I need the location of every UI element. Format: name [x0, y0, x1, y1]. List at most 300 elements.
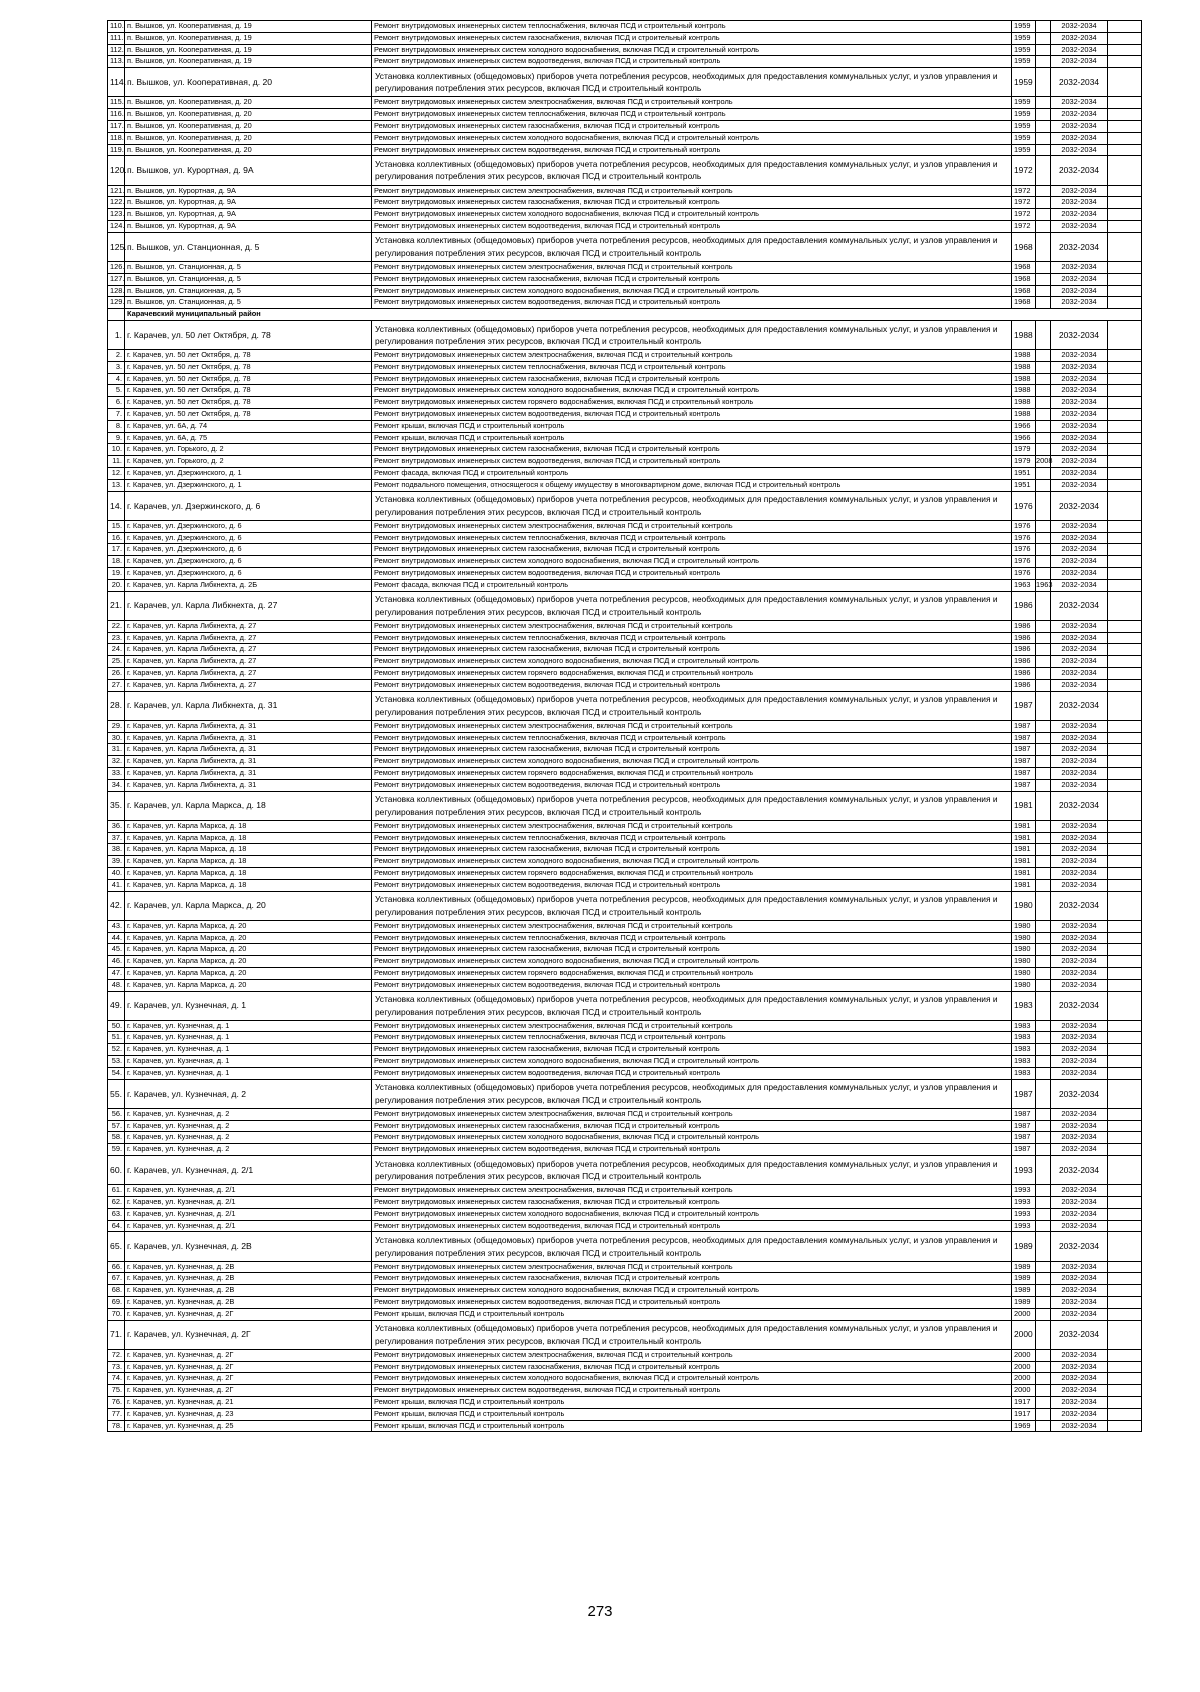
work-description-cell: Ремонт внутридомовых инженерных систем теплоснабжения, включая ПСД и строительный контроль [372, 932, 1012, 944]
planned-period-cell: 2032-2034 [1051, 1285, 1108, 1297]
overhaul-year-cell [1036, 1308, 1051, 1320]
planned-period-cell: 2032-2034 [1051, 56, 1108, 68]
address-cell: г. Карачев, ул. 50 лет Октября, д. 78 [125, 320, 372, 349]
work-description-cell: Ремонт внутридомовых инженерных систем электроснабжения, включая ПСД и строительный контроль [372, 350, 1012, 362]
table-row [108, 1408, 1142, 1420]
row-number: 38. [108, 844, 125, 856]
row-number: 59. [108, 1144, 125, 1156]
row-number: 123. [108, 209, 125, 221]
overhaul-year-cell [1036, 932, 1051, 944]
row-number: 60. [108, 1156, 125, 1185]
commission-year-cell: 1966 [1012, 432, 1036, 444]
work-description-cell: Установка коллективных (общедомовых) приборов учета потребления ресурсов, необходимых для предоставления коммунальных услуг, и узлов управления и регулирования потребления этих ресурсов, включая ПСД и строительный контроль [372, 68, 1012, 97]
table-row [108, 668, 1142, 680]
table-row [108, 979, 1142, 991]
work-description-cell: Ремонт внутридомовых инженерных систем газоснабжения, включая ПСД и строительный контроль [372, 544, 1012, 556]
table-row [108, 1220, 1142, 1232]
planned-period-cell: 2032-2034 [1051, 1197, 1108, 1209]
empty-cell [1108, 732, 1142, 744]
row-number: 50. [108, 1020, 125, 1032]
work-description-cell: Ремонт внутридомовых инженерных систем водоотведения, включая ПСД и строительный контроль [372, 297, 1012, 309]
overhaul-year-cell [1036, 373, 1051, 385]
address-cell: г. Карачев, ул. Карла Либкнехта, д. 31 [125, 756, 372, 768]
table-row [108, 644, 1142, 656]
overhaul-year-cell [1036, 261, 1051, 273]
row-number: 2. [108, 350, 125, 362]
empty-cell [1108, 920, 1142, 932]
overhaul-year-cell [1036, 144, 1051, 156]
empty-cell [1108, 1067, 1142, 1079]
planned-period-cell: 2032-2034 [1051, 556, 1108, 568]
planned-period-cell: 2032-2034 [1051, 1408, 1108, 1420]
overhaul-year-cell [1036, 32, 1051, 44]
row-number: 53. [108, 1056, 125, 1068]
work-description-cell: Установка коллективных (общедомовых) приборов учета потребления ресурсов, необходимых для предоставления коммунальных услуг, и узлов управления и регулирования потребления этих ресурсов, включая ПСД и строительный контроль [372, 232, 1012, 261]
empty-cell [1108, 668, 1142, 680]
work-description-cell: Установка коллективных (общедомовых) приборов учета потребления ресурсов, необходимых для предоставления коммунальных услуг, и узлов управления и регулирования потребления этих ресурсов, включая ПСД и строительный контроль [372, 1079, 1012, 1108]
planned-period-cell: 2032-2034 [1051, 956, 1108, 968]
planned-period-cell: 2032-2034 [1051, 373, 1108, 385]
empty-cell [1108, 320, 1142, 349]
commission-year-cell: 1988 [1012, 373, 1036, 385]
planned-period-cell: 2032-2034 [1051, 1385, 1108, 1397]
table-row [108, 820, 1142, 832]
planned-period-cell: 2032-2034 [1051, 732, 1108, 744]
table-row [108, 779, 1142, 791]
commission-year-cell: 1981 [1012, 856, 1036, 868]
empty-cell [1108, 1273, 1142, 1285]
empty-cell [1108, 432, 1142, 444]
planned-period-cell: 2032-2034 [1051, 879, 1108, 891]
address-cell: г. Карачев, ул. Кузнечная, д. 2/1 [125, 1197, 372, 1209]
row-number: 55. [108, 1079, 125, 1108]
overhaul-year-cell [1036, 668, 1051, 680]
overhaul-year-cell [1036, 1361, 1051, 1373]
row-number: 39. [108, 856, 125, 868]
overhaul-year-cell [1036, 767, 1051, 779]
row-number: 7. [108, 409, 125, 421]
commission-year-cell: 1986 [1012, 679, 1036, 691]
row-number: 20. [108, 579, 125, 591]
commission-year-cell: 1959 [1012, 132, 1036, 144]
overhaul-year-cell [1036, 544, 1051, 556]
planned-period-cell: 2032-2034 [1051, 644, 1108, 656]
work-description-cell: Ремонт внутридомовых инженерных систем газоснабжения, включая ПСД и строительный контроль [372, 1197, 1012, 1209]
work-description-cell: Установка коллективных (общедомовых) приборов учета потребления ресурсов, необходимых для предоставления коммунальных услуг, и узлов управления и регулирования потребления этих ресурсов, включая ПСД и строительный контроль [372, 891, 1012, 920]
table-row [108, 144, 1142, 156]
table-row [108, 744, 1142, 756]
planned-period-cell: 2032-2034 [1051, 468, 1108, 480]
commission-year-cell: 1959 [1012, 120, 1036, 132]
overhaul-year-cell [1036, 1297, 1051, 1309]
commission-year-cell: 1986 [1012, 668, 1036, 680]
row-number: 62. [108, 1197, 125, 1209]
address-cell: г. Карачев, ул. Дзержинского, д. 1 [125, 468, 372, 480]
row-number: 25. [108, 656, 125, 668]
address-cell: г. Карачев, ул. Карла Маркса, д. 18 [125, 844, 372, 856]
work-description-cell: Ремонт внутридомовых инженерных систем холодного водоснабжения, включая ПСД и строительный контроль [372, 656, 1012, 668]
work-description-cell: Ремонт внутридомовых инженерных систем водоотведения, включая ПСД и строительный контроль [372, 779, 1012, 791]
address-cell: г. Карачев, ул. Кузнечная, д. 21 [125, 1396, 372, 1408]
overhaul-year-cell [1036, 285, 1051, 297]
work-description-cell: Ремонт внутридомовых инженерных систем холодного водоснабжения, включая ПСД и строительный контроль [372, 1132, 1012, 1144]
row-number: 127. [108, 273, 125, 285]
work-description-cell: Ремонт внутридомовых инженерных систем водоотведения, включая ПСД и строительный контроль [372, 1144, 1012, 1156]
planned-period-cell: 2032-2034 [1051, 1220, 1108, 1232]
address-cell: г. Карачев, ул. Кузнечная, д. 2Г [125, 1349, 372, 1361]
overhaul-year-cell [1036, 409, 1051, 421]
commission-year-cell: 1969 [1012, 1420, 1036, 1432]
planned-period-cell: 2032-2034 [1051, 1320, 1108, 1349]
work-description-cell: Ремонт внутридомовых инженерных систем холодного водоснабжения, включая ПСД и строительный контроль [372, 1208, 1012, 1220]
overhaul-year-cell [1036, 556, 1051, 568]
table-row [108, 220, 1142, 232]
planned-period-cell: 2032-2034 [1051, 68, 1108, 97]
district-header-row [108, 309, 1142, 321]
table-row [108, 285, 1142, 297]
empty-cell [1108, 891, 1142, 920]
address-cell: г. Карачев, ул. Кузнечная, д. 2Г [125, 1308, 372, 1320]
planned-period-cell: 2032-2034 [1051, 420, 1108, 432]
planned-period-cell: 2032-2034 [1051, 273, 1108, 285]
commission-year-cell: 2000 [1012, 1349, 1036, 1361]
table-row [108, 1361, 1142, 1373]
commission-year-cell: 1980 [1012, 956, 1036, 968]
work-description-cell: Установка коллективных (общедомовых) приборов учета потребления ресурсов, необходимых для предоставления коммунальных услуг, и узлов управления и регулирования потребления этих ресурсов, включая ПСД и строительный контроль [372, 691, 1012, 720]
overhaul-year-cell [1036, 1056, 1051, 1068]
overhaul-year-cell [1036, 1132, 1051, 1144]
empty-cell [1108, 232, 1142, 261]
commission-year-cell: 1959 [1012, 68, 1036, 97]
row-number: 41. [108, 879, 125, 891]
table-row [108, 297, 1142, 309]
table-row [108, 1373, 1142, 1385]
work-description-cell: Ремонт внутридомовых инженерных систем холодного водоснабжения, включая ПСД и строительный контроль [372, 209, 1012, 221]
overhaul-year-cell [1036, 1349, 1051, 1361]
planned-period-cell: 2032-2034 [1051, 620, 1108, 632]
work-description-cell: Ремонт внутридомовых инженерных систем холодного водоснабжения, включая ПСД и строительный контроль [372, 132, 1012, 144]
row-number: 48. [108, 979, 125, 991]
row-number: 110. [108, 21, 125, 33]
row-number: 117. [108, 120, 125, 132]
row-number: 72. [108, 1349, 125, 1361]
planned-period-cell: 2032-2034 [1051, 920, 1108, 932]
overhaul-year-cell [1036, 56, 1051, 68]
row-number: 119. [108, 144, 125, 156]
table-row [108, 1285, 1142, 1297]
address-cell: г. Карачев, ул. Карла Маркса, д. 18 [125, 856, 372, 868]
planned-period-cell: 2032-2034 [1051, 779, 1108, 791]
empty-cell [1108, 720, 1142, 732]
commission-year-cell: 1976 [1012, 520, 1036, 532]
planned-period-cell: 2032-2034 [1051, 679, 1108, 691]
planned-period-cell: 2032-2034 [1051, 120, 1108, 132]
work-description-cell: Ремонт внутридомовых инженерных систем электроснабжения, включая ПСД и строительный контроль [372, 1185, 1012, 1197]
table-row [108, 891, 1142, 920]
work-description-cell: Ремонт внутридомовых инженерных систем теплоснабжения, включая ПСД и строительный контроль [372, 109, 1012, 121]
address-cell: г. Карачев, ул. Кузнечная, д. 2 [125, 1120, 372, 1132]
empty-cell [1108, 468, 1142, 480]
row-number: 8. [108, 420, 125, 432]
commission-year-cell: 1986 [1012, 591, 1036, 620]
commission-year-cell: 1989 [1012, 1261, 1036, 1273]
commission-year-cell: 1980 [1012, 920, 1036, 932]
work-description-cell: Установка коллективных (общедомовых) приборов учета потребления ресурсов, необходимых для предоставления коммунальных услуг, и узлов управления и регулирования потребления этих ресурсов, включая ПСД и строительный контроль [372, 1320, 1012, 1349]
table-row [108, 1297, 1142, 1309]
table-row [108, 944, 1142, 956]
commission-year-cell: 1993 [1012, 1197, 1036, 1209]
planned-period-cell: 2032-2034 [1051, 285, 1108, 297]
work-description-cell: Ремонт внутридомовых инженерных систем электроснабжения, включая ПСД и строительный контроль [372, 720, 1012, 732]
work-description-cell: Установка коллективных (общедомовых) приборов учета потребления ресурсов, необходимых для предоставления коммунальных услуг, и узлов управления и регулирования потребления этих ресурсов, включая ПСД и строительный контроль [372, 156, 1012, 185]
overhaul-year-cell [1036, 1120, 1051, 1132]
planned-period-cell: 2032-2034 [1051, 1132, 1108, 1144]
address-cell: г. Карачев, ул. Кузнечная, д. 2В [125, 1285, 372, 1297]
row-number: 44. [108, 932, 125, 944]
row-number: 28. [108, 691, 125, 720]
work-description-cell: Ремонт внутридомовых инженерных систем водоотведения, включая ПСД и строительный контроль [372, 1220, 1012, 1232]
planned-period-cell: 2032-2034 [1051, 409, 1108, 421]
empty-cell [1108, 579, 1142, 591]
row-number: 37. [108, 832, 125, 844]
overhaul-year-cell [1036, 891, 1051, 920]
empty-cell [1108, 1420, 1142, 1432]
table-row [108, 1208, 1142, 1220]
address-cell: г. Карачев, ул. Карла Либкнехта, д. 27 [125, 632, 372, 644]
address-cell: г. Карачев, ул. Карла Либкнехта, д. 27 [125, 668, 372, 680]
overhaul-year-cell: 2008 [1036, 456, 1051, 468]
work-description-cell: Ремонт подвального помещения, относящегося к общему имуществу в многоквартирном доме, включая ПСД и строительный контроль [372, 479, 1012, 491]
empty-cell [1108, 68, 1142, 97]
address-cell: г. Карачев, ул. Карла Маркса, д. 18 [125, 832, 372, 844]
address-cell: г. Карачев, ул. Дзержинского, д. 6 [125, 556, 372, 568]
overhaul-year-cell [1036, 1208, 1051, 1220]
row-number: 52. [108, 1044, 125, 1056]
address-cell: г. Карачев, ул. Кузнечная, д. 2 [125, 1108, 372, 1120]
commission-year-cell: 1951 [1012, 468, 1036, 480]
table-row [108, 456, 1142, 468]
empty-cell [1108, 1373, 1142, 1385]
address-cell: п. Вышков, ул. Курортная, д. 9А [125, 209, 372, 221]
work-description-cell: Ремонт внутридомовых инженерных систем водоотведения, включая ПСД и строительный контроль [372, 56, 1012, 68]
work-description-cell: Ремонт внутридомовых инженерных систем электроснабжения, включая ПСД и строительный контроль [372, 97, 1012, 109]
address-cell: г. Карачев, ул. 50 лет Октября, д. 78 [125, 409, 372, 421]
row-number: 27. [108, 679, 125, 691]
address-cell: п. Вышков, ул. Станционная, д. 5 [125, 297, 372, 309]
row-number: 121. [108, 185, 125, 197]
address-cell: г. Карачев, ул. Горького, д. 2 [125, 444, 372, 456]
overhaul-year-cell [1036, 620, 1051, 632]
overhaul-year-cell [1036, 273, 1051, 285]
overhaul-year-cell [1036, 832, 1051, 844]
table-row [108, 432, 1142, 444]
overhaul-year-cell [1036, 656, 1051, 668]
commission-year-cell: 1976 [1012, 556, 1036, 568]
empty-cell [1108, 632, 1142, 644]
row-number: 57. [108, 1120, 125, 1132]
empty-cell [1108, 944, 1142, 956]
row-number: 4. [108, 373, 125, 385]
empty-cell [1108, 385, 1142, 397]
address-cell: г. Карачев, ул. 50 лет Октября, д. 78 [125, 361, 372, 373]
table-row [108, 756, 1142, 768]
row-number: 63. [108, 1208, 125, 1220]
commission-year-cell: 1968 [1012, 232, 1036, 261]
planned-period-cell: 2032-2034 [1051, 1108, 1108, 1120]
planned-period-cell: 2032-2034 [1051, 185, 1108, 197]
commission-year-cell: 1986 [1012, 632, 1036, 644]
empty-cell [1108, 620, 1142, 632]
planned-period-cell: 2032-2034 [1051, 568, 1108, 580]
table-row [108, 556, 1142, 568]
planned-period-cell: 2032-2034 [1051, 297, 1108, 309]
row-number: 16. [108, 532, 125, 544]
planned-period-cell: 2032-2034 [1051, 197, 1108, 209]
commission-year-cell: 1951 [1012, 479, 1036, 491]
address-cell: г. Карачев, ул. Карла Либкнехта, д. 31 [125, 779, 372, 791]
overhaul-year-cell [1036, 1079, 1051, 1108]
address-cell: п. Вышков, ул. Станционная, д. 5 [125, 261, 372, 273]
work-description-cell: Ремонт внутридомовых инженерных систем водоотведения, включая ПСД и строительный контроль [372, 568, 1012, 580]
table-row [108, 1108, 1142, 1120]
empty-cell [1108, 1261, 1142, 1273]
row-number: 15. [108, 520, 125, 532]
overhaul-year-cell [1036, 156, 1051, 185]
address-cell: г. Карачев, ул. Кузнечная, д. 2В [125, 1273, 372, 1285]
overhaul-year-cell [1036, 867, 1051, 879]
table-row [108, 156, 1142, 185]
address-cell: г. Карачев, ул. 6А, д. 74 [125, 420, 372, 432]
row-number: 66. [108, 1261, 125, 1273]
overhaul-year-cell [1036, 350, 1051, 362]
row-number: 13. [108, 479, 125, 491]
empty-cell [1108, 1349, 1142, 1361]
empty-cell [1108, 1044, 1142, 1056]
overhaul-year-cell [1036, 44, 1051, 56]
address-cell: г. Карачев, ул. Кузнечная, д. 23 [125, 1408, 372, 1420]
planned-period-cell: 2032-2034 [1051, 844, 1108, 856]
commission-year-cell: 1986 [1012, 656, 1036, 668]
work-description-cell: Ремонт внутридомовых инженерных систем холодного водоснабжения, включая ПСД и строительный контроль [372, 385, 1012, 397]
planned-period-cell: 2032-2034 [1051, 767, 1108, 779]
commission-year-cell: 1980 [1012, 932, 1036, 944]
overhaul-year-cell [1036, 979, 1051, 991]
table-row [108, 767, 1142, 779]
planned-period-cell: 2032-2034 [1051, 656, 1108, 668]
table-row [108, 1308, 1142, 1320]
work-description-cell: Ремонт внутридомовых инженерных систем горячего водоснабжения, включая ПСД и строительный контроль [372, 397, 1012, 409]
table-row [108, 867, 1142, 879]
table-row [108, 879, 1142, 891]
address-cell: п. Вышков, ул. Кооперативная, д. 20 [125, 109, 372, 121]
overhaul-year-cell [1036, 779, 1051, 791]
table-row [108, 991, 1142, 1020]
commission-year-cell: 1968 [1012, 285, 1036, 297]
row-number: 22. [108, 620, 125, 632]
empty-cell [1108, 97, 1142, 109]
address-cell: г. Карачев, ул. Кузнечная, д. 2Г [125, 1385, 372, 1397]
table-row [108, 591, 1142, 620]
work-description-cell: Ремонт крыши, включая ПСД и строительный контроль [372, 1308, 1012, 1320]
planned-period-cell: 2032-2034 [1051, 209, 1108, 221]
empty-cell [1108, 1361, 1142, 1373]
empty-cell [1108, 1144, 1142, 1156]
address-cell: г. Карачев, ул. Карла Либкнехта, д. 27 [125, 656, 372, 668]
work-description-cell: Ремонт внутридомовых инженерных систем электроснабжения, включая ПСД и строительный контроль [372, 520, 1012, 532]
address-cell: п. Вышков, ул. Кооперативная, д. 19 [125, 32, 372, 44]
empty-cell [1108, 767, 1142, 779]
commission-year-cell: 1988 [1012, 361, 1036, 373]
commission-year-cell: 1980 [1012, 979, 1036, 991]
planned-period-cell: 2032-2034 [1051, 479, 1108, 491]
table-row [108, 21, 1142, 33]
planned-period-cell: 2032-2034 [1051, 385, 1108, 397]
address-cell: п. Вышков, ул. Кооперативная, д. 20 [125, 120, 372, 132]
planned-period-cell: 2032-2034 [1051, 756, 1108, 768]
table-row [108, 32, 1142, 44]
address-cell: г. Карачев, ул. Кузнечная, д. 2 [125, 1079, 372, 1108]
planned-period-cell: 2032-2034 [1051, 867, 1108, 879]
overhaul-year-cell [1036, 1197, 1051, 1209]
work-description-cell: Ремонт внутридомовых инженерных систем холодного водоснабжения, включая ПСД и строительный контроль [372, 1056, 1012, 1068]
commission-year-cell: 1979 [1012, 456, 1036, 468]
planned-period-cell: 2032-2034 [1051, 1297, 1108, 1309]
commission-year-cell: 1987 [1012, 1108, 1036, 1120]
overhaul-year-cell [1036, 1408, 1051, 1420]
work-description-cell: Установка коллективных (общедомовых) приборов учета потребления ресурсов, необходимых для предоставления коммунальных услуг, и узлов управления и регулирования потребления этих ресурсов, включая ПСД и строительный контроль [372, 591, 1012, 620]
work-description-cell: Ремонт внутридомовых инженерных систем электроснабжения, включая ПСД и строительный контроль [372, 1349, 1012, 1361]
work-description-cell: Установка коллективных (общедомовых) приборов учета потребления ресурсов, необходимых для предоставления коммунальных услуг, и узлов управления и регулирования потребления этих ресурсов, включая ПСД и строительный контроль [372, 991, 1012, 1020]
commission-year-cell: 1989 [1012, 1285, 1036, 1297]
planned-period-cell: 2032-2034 [1051, 350, 1108, 362]
empty-cell [1108, 820, 1142, 832]
work-description-cell: Ремонт крыши, включая ПСД и строительный контроль [372, 1420, 1012, 1432]
address-cell: г. Карачев, ул. Дзержинского, д. 6 [125, 520, 372, 532]
address-cell: г. Карачев, ул. Кузнечная, д. 1 [125, 1056, 372, 1068]
planned-period-cell: 2032-2034 [1051, 1044, 1108, 1056]
address-cell: г. Карачев, ул. Карла Либкнехта, д. 27 [125, 620, 372, 632]
table-row [108, 844, 1142, 856]
work-description-cell: Ремонт внутридомовых инженерных систем холодного водоснабжения, включая ПСД и строительный контроль [372, 556, 1012, 568]
planned-period-cell: 2032-2034 [1051, 632, 1108, 644]
overhaul-year-cell [1036, 397, 1051, 409]
work-description-cell: Установка коллективных (общедомовых) приборов учета потребления ресурсов, необходимых для предоставления коммунальных услуг, и узлов управления и регулирования потребления этих ресурсов, включая ПСД и строительный контроль [372, 1156, 1012, 1185]
work-description-cell: Ремонт внутридомовых инженерных систем горячего водоснабжения, включая ПСД и строительный контроль [372, 668, 1012, 680]
empty-cell [1108, 1208, 1142, 1220]
address-cell: г. Карачев, ул. Кузнечная, д. 1 [125, 991, 372, 1020]
work-description-cell: Ремонт внутридомовых инженерных систем холодного водоснабжения, включая ПСД и строительный контроль [372, 285, 1012, 297]
overhaul-year-cell [1036, 1320, 1051, 1349]
planned-period-cell: 2032-2034 [1051, 1056, 1108, 1068]
work-description-cell: Ремонт внутридомовых инженерных систем горячего водоснабжения, включая ПСД и строительный контроль [372, 767, 1012, 779]
overhaul-year-cell [1036, 1220, 1051, 1232]
row-number: 24. [108, 644, 125, 656]
planned-period-cell: 2032-2034 [1051, 156, 1108, 185]
overhaul-year-cell [1036, 432, 1051, 444]
address-cell: г. Карачев, ул. Карла Маркса, д. 18 [125, 820, 372, 832]
overhaul-year-cell [1036, 361, 1051, 373]
row-number: 78. [108, 1420, 125, 1432]
commission-year-cell: 1987 [1012, 756, 1036, 768]
work-description-cell: Ремонт внутридомовых инженерных систем холодного водоснабжения, включая ПСД и строительный контроль [372, 1373, 1012, 1385]
row-number: 35. [108, 791, 125, 820]
table-row [108, 44, 1142, 56]
empty-cell [1108, 350, 1142, 362]
table-row [108, 1232, 1142, 1261]
table-row [108, 1349, 1142, 1361]
work-description-cell: Ремонт крыши, включая ПСД и строительный контроль [372, 1396, 1012, 1408]
table-row [108, 1396, 1142, 1408]
